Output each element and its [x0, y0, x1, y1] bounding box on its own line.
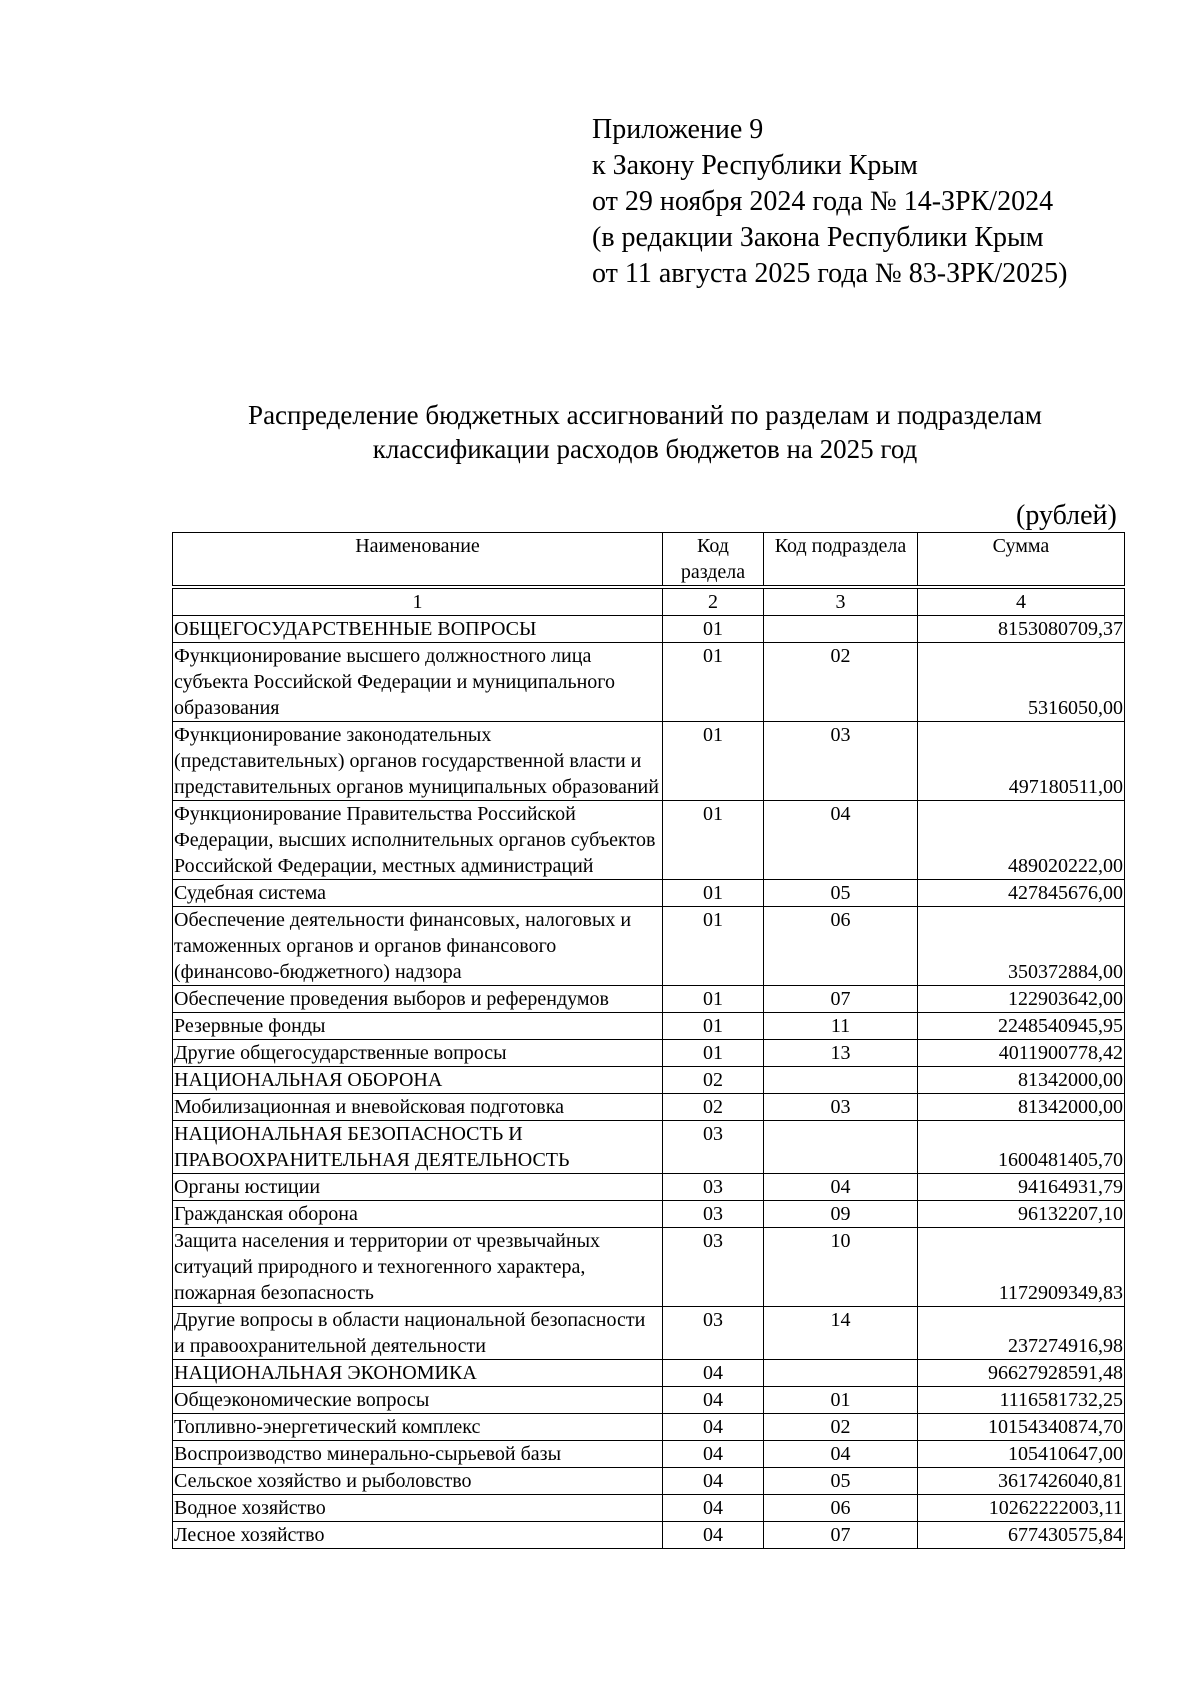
row-amount: 1600481405,70 — [918, 1121, 1125, 1174]
row-section-code: 01 — [663, 1013, 764, 1040]
row-amount: 10154340874,70 — [918, 1414, 1125, 1441]
row-amount: 122903642,00 — [918, 986, 1125, 1013]
table-row — [173, 1468, 1125, 1495]
document-title — [170, 398, 1120, 466]
row-amount: 2248540945,95 — [918, 1013, 1125, 1040]
row-name: Другие вопросы в области национальной безопасности и правоохранительной деятельности — [173, 1307, 663, 1360]
table-row — [173, 1360, 1125, 1387]
row-section-code: 01 — [663, 1040, 764, 1067]
row-name: Лесное хозяйство — [173, 1522, 663, 1549]
row-subsection-code: 04 — [764, 1174, 918, 1201]
row-subsection-code: 03 — [764, 722, 918, 801]
row-amount: 3617426040,81 — [918, 1468, 1125, 1495]
table-row — [173, 1387, 1125, 1414]
row-section-code: 04 — [663, 1495, 764, 1522]
row-subsection-code: 04 — [764, 1441, 918, 1468]
appendix-line: (в редакции Закона Республики Крым — [592, 222, 1044, 253]
table-row — [173, 1414, 1125, 1441]
row-subsection-code: 02 — [764, 643, 918, 722]
row-amount: 5316050,00 — [918, 643, 1125, 722]
table-row — [173, 1228, 1125, 1307]
row-subsection-code: 06 — [764, 907, 918, 986]
table-row — [173, 986, 1125, 1013]
header-name: Наименование — [173, 533, 663, 586]
table-row — [173, 1522, 1125, 1549]
row-subsection-code: 04 — [764, 801, 918, 880]
row-section-code: 03 — [663, 1228, 764, 1307]
row-name: Функционирование высшего должностного лица субъекта Российской Федерации и муниципального образования — [173, 643, 663, 722]
row-amount: 1116581732,25 — [918, 1387, 1125, 1414]
row-section-code: 01 — [663, 986, 764, 1013]
row-name: Сельское хозяйство и рыболовство — [173, 1468, 663, 1495]
row-section-code: 01 — [663, 643, 764, 722]
table-row — [173, 1307, 1125, 1360]
row-amount: 8153080709,37 — [918, 616, 1125, 643]
table-row — [173, 1121, 1125, 1174]
row-name: ОБЩЕГОСУДАРСТВЕННЫЕ ВОПРОСЫ — [173, 616, 663, 643]
table-row — [173, 1174, 1125, 1201]
row-name: Обеспечение проведения выборов и референдумов — [173, 986, 663, 1013]
row-subsection-code — [764, 616, 918, 643]
row-subsection-code: 13 — [764, 1040, 918, 1067]
header-row — [173, 533, 1125, 586]
row-amount: 489020222,00 — [918, 801, 1125, 880]
row-amount: 237274916,98 — [918, 1307, 1125, 1360]
header-section: Код раздела — [663, 533, 764, 586]
row-name: Органы юстиции — [173, 1174, 663, 1201]
row-section-code: 03 — [663, 1201, 764, 1228]
row-subsection-code: 09 — [764, 1201, 918, 1228]
row-name: Функционирование законодательных (представительных) органов государственной власти и представительных органов муниципальных образований — [173, 722, 663, 801]
row-name: Водное хозяйство — [173, 1495, 663, 1522]
row-subsection-code — [764, 1121, 918, 1174]
row-name: Гражданская оборона — [173, 1201, 663, 1228]
row-name: НАЦИОНАЛЬНАЯ ЭКОНОМИКА — [173, 1360, 663, 1387]
row-subsection-code: 03 — [764, 1094, 918, 1121]
row-amount: 94164931,79 — [918, 1174, 1125, 1201]
header-subsection: Код подраздела — [764, 533, 918, 586]
row-amount: 497180511,00 — [918, 722, 1125, 801]
header-amount: Сумма — [918, 533, 1125, 586]
row-name: Обеспечение деятельности финансовых, налоговых и таможенных органов и органов финансового (финансово-бюджетного) надзора — [173, 907, 663, 986]
title-line-2: классификации расходов бюджетов на 2025 год — [372, 434, 918, 464]
row-section-code: 03 — [663, 1174, 764, 1201]
row-subsection-code: 05 — [764, 880, 918, 907]
row-subsection-code: 11 — [764, 1013, 918, 1040]
row-amount: 96132207,10 — [918, 1201, 1125, 1228]
appendix-line: Приложение 9 — [592, 114, 764, 145]
row-name: Мобилизационная и вневойсковая подготовка — [173, 1094, 663, 1121]
row-amount: 350372884,00 — [918, 907, 1125, 986]
row-amount: 81342000,00 — [918, 1067, 1125, 1094]
table-row — [173, 1067, 1125, 1094]
row-section-code: 04 — [663, 1360, 764, 1387]
budget-table — [172, 588, 1125, 1549]
column-number: 1 — [173, 589, 663, 616]
row-subsection-code: 07 — [764, 1522, 918, 1549]
row-section-code: 04 — [663, 1441, 764, 1468]
units-label: (рублей) — [1016, 500, 1117, 531]
row-section-code: 01 — [663, 801, 764, 880]
row-amount: 1172909349,83 — [918, 1228, 1125, 1307]
row-subsection-code: 10 — [764, 1228, 918, 1307]
row-section-code: 04 — [663, 1468, 764, 1495]
appendix-line: к Закону Республики Крым — [592, 150, 918, 181]
column-number: 3 — [764, 589, 918, 616]
row-amount: 427845676,00 — [918, 880, 1125, 907]
row-subsection-code: 05 — [764, 1468, 918, 1495]
row-subsection-code: 06 — [764, 1495, 918, 1522]
row-section-code: 01 — [663, 616, 764, 643]
table-row — [173, 1441, 1125, 1468]
row-name: Другие общегосударственные вопросы — [173, 1040, 663, 1067]
column-number: 2 — [663, 589, 764, 616]
row-amount: 81342000,00 — [918, 1094, 1125, 1121]
table-row — [173, 1495, 1125, 1522]
table-row — [173, 1013, 1125, 1040]
row-amount: 4011900778,42 — [918, 1040, 1125, 1067]
row-subsection-code: 02 — [764, 1414, 918, 1441]
column-number-row — [173, 589, 1125, 616]
row-amount: 677430575,84 — [918, 1522, 1125, 1549]
row-section-code: 03 — [663, 1307, 764, 1360]
row-name: Функционирование Правительства Российской Федерации, высших исполнительных органов субъектов Российской Федерации, местных администраций — [173, 801, 663, 880]
row-section-code: 01 — [663, 722, 764, 801]
row-section-code: 03 — [663, 1121, 764, 1174]
row-section-code: 04 — [663, 1387, 764, 1414]
table-row — [173, 1040, 1125, 1067]
row-name: Судебная система — [173, 880, 663, 907]
title-line-1: Распределение бюджетных ассигнований по разделам и подразделам — [248, 400, 1042, 430]
row-section-code: 02 — [663, 1067, 764, 1094]
table-row — [173, 643, 1125, 722]
column-number: 4 — [918, 589, 1125, 616]
table-header — [172, 532, 1125, 586]
table-row — [173, 722, 1125, 801]
row-name: Общеэкономические вопросы — [173, 1387, 663, 1414]
row-amount: 10262222003,11 — [918, 1495, 1125, 1522]
row-subsection-code: 01 — [764, 1387, 918, 1414]
table-row — [173, 907, 1125, 986]
row-subsection-code: 14 — [764, 1307, 918, 1360]
table-body — [173, 589, 1125, 1549]
appendix-block — [592, 112, 1067, 292]
row-section-code: 04 — [663, 1414, 764, 1441]
table-row — [173, 1201, 1125, 1228]
row-name: Резервные фонды — [173, 1013, 663, 1040]
row-section-code: 01 — [663, 880, 764, 907]
row-name: Воспроизводство минерально-сырьевой базы — [173, 1441, 663, 1468]
row-subsection-code — [764, 1067, 918, 1094]
row-amount: 105410647,00 — [918, 1441, 1125, 1468]
row-section-code: 02 — [663, 1094, 764, 1121]
row-name: НАЦИОНАЛЬНАЯ БЕЗОПАСНОСТЬ И ПРАВООХРАНИТЕЛЬНАЯ ДЕЯТЕЛЬНОСТЬ — [173, 1121, 663, 1174]
appendix-line: от 29 ноября 2024 года № 14-ЗРК/2024 — [592, 186, 1054, 217]
row-section-code: 01 — [663, 907, 764, 986]
row-subsection-code: 07 — [764, 986, 918, 1013]
row-section-code: 04 — [663, 1522, 764, 1549]
appendix-line: от 11 августа 2025 года № 83-ЗРК/2025) — [592, 258, 1068, 289]
table-row — [173, 616, 1125, 643]
row-name: Защита населения и территории от чрезвычайных ситуаций природного и техногенного характера, пожарная безопасность — [173, 1228, 663, 1307]
table-row — [173, 801, 1125, 880]
row-subsection-code — [764, 1360, 918, 1387]
row-amount: 96627928591,48 — [918, 1360, 1125, 1387]
row-name: Топливно-энергетический комплекс — [173, 1414, 663, 1441]
table-row — [173, 1094, 1125, 1121]
row-name: НАЦИОНАЛЬНАЯ ОБОРОНА — [173, 1067, 663, 1094]
table-row — [173, 880, 1125, 907]
